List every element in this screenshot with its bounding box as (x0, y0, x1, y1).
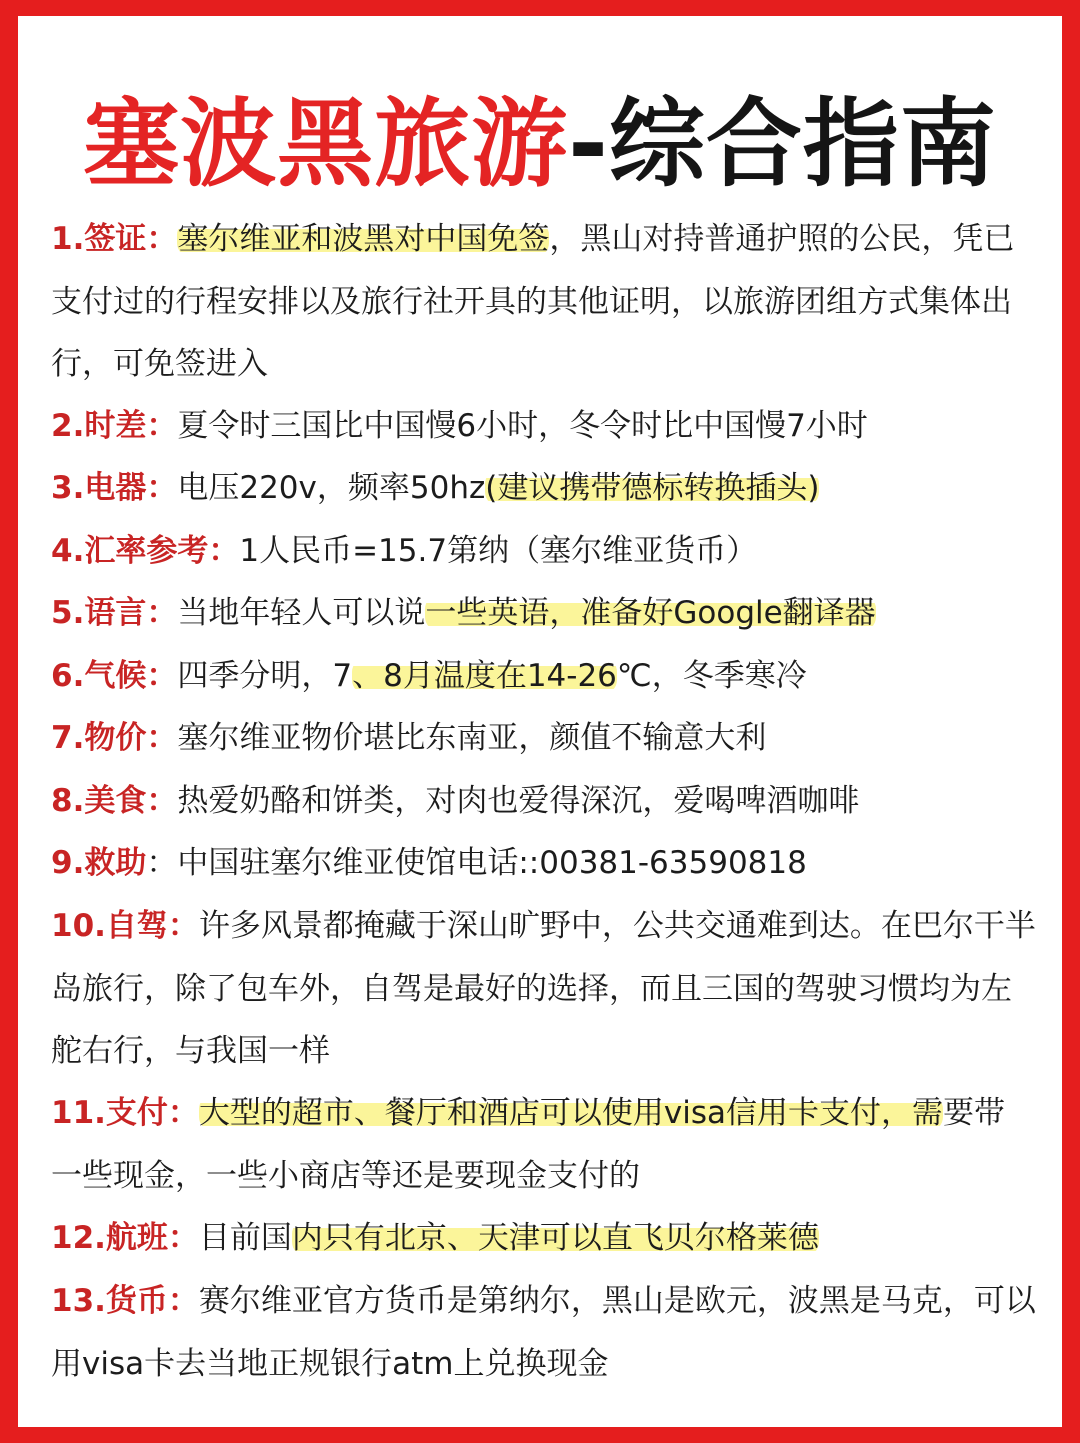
item-label: 3.电器： (51, 470, 178, 506)
item-label: 6.气候： (51, 658, 178, 694)
item-time-difference (51, 395, 1036, 458)
item-label: 12.航班： (51, 1220, 199, 1256)
guide-card (18, 16, 1062, 1427)
item-electricity (51, 457, 1036, 520)
item-label: 9.救助 (51, 845, 147, 881)
item-text: 1人民币=15.7第纳（塞尔维亚货币） (239, 533, 758, 569)
item-text: ，黑山对持普通护照的公民，凭已支付过的行程安排以及旅行社开具的其他证明，以旅游团组方式集体出行，可免签进入 (51, 221, 1015, 382)
item-text: 热爱奶酪和饼类，对肉也爱得深沉，爱喝啤酒咖啡 (177, 783, 860, 819)
item-highlight: 大型的超市、餐厅和酒店可以使用visa信用卡支付，需 (198, 1095, 944, 1131)
item-label: 13.货币： (51, 1283, 199, 1319)
item-visa (51, 208, 1036, 396)
item-exchange-rate (51, 520, 1036, 583)
item-text: 许多风景都掩藏于深山旷野中，公共交通难到达。在巴尔干半岛旅行，除了包车外，自驾是最好的选择，而且三国的驾驶习惯均为左舵右行，与我国一样 (51, 908, 1036, 1069)
item-highlight: (建议携带德标转换插头) (485, 470, 820, 506)
item-currency (51, 1270, 1036, 1395)
item-highlight: 塞尔维亚和波黑对中国免签 (177, 221, 550, 257)
item-payment (51, 1082, 1036, 1207)
item-text: 目前国 (198, 1220, 292, 1256)
item-highlight: 、8月温度在14-26 (352, 658, 617, 694)
item-label: 1.签证： (51, 221, 178, 257)
item-highlight: 内只有北京、天津可以直飞贝尔格莱德 (291, 1220, 819, 1256)
item-text: 当地年轻人可以说 (177, 595, 426, 631)
item-text: 要带一些现金，一些小商店等还是要现金支付的 (51, 1095, 1006, 1194)
item-label: 5.语言： (51, 595, 178, 631)
item-label: 2.时差： (51, 408, 178, 444)
page-title (18, 84, 1062, 204)
item-highlight: 一些英语，准备好Google翻译器 (425, 595, 876, 631)
item-climate (51, 645, 1036, 708)
title-black-part: -综合指南 (568, 88, 997, 200)
item-food (51, 770, 1036, 833)
item-text: 夏令时三国比中国慢6小时，冬令时比中国慢7小时 (177, 408, 868, 444)
item-label: 7.物价： (51, 720, 178, 756)
item-text: 四季分明，7 (177, 658, 353, 694)
item-text: 赛尔维亚官方货币是第纳尔，黑山是欧元，波黑是马克，可以用visa卡去当地正规银行atm上兑换现金 (51, 1283, 1036, 1382)
item-text: ℃，冬季寒冷 (616, 658, 807, 694)
item-text: ：中国驻塞尔维亚使馆电话::00381-63590818 (146, 845, 807, 881)
item-text: 塞尔维亚物价堪比东南亚，颜值不输意大利 (177, 720, 767, 756)
item-label: 4.汇率参考： (51, 533, 240, 569)
item-self-drive (51, 895, 1036, 1083)
item-assistance (51, 832, 1036, 895)
item-label: 8.美食： (51, 783, 178, 819)
item-label: 10.自驾： (51, 908, 199, 944)
item-flights (51, 1207, 1036, 1270)
item-prices (51, 707, 1036, 770)
item-text: 电压220v，频率50hz (177, 470, 486, 506)
item-label: 11.支付： (51, 1095, 199, 1131)
item-language (51, 582, 1036, 645)
title-red-part: 塞波黑旅游 (83, 88, 569, 200)
